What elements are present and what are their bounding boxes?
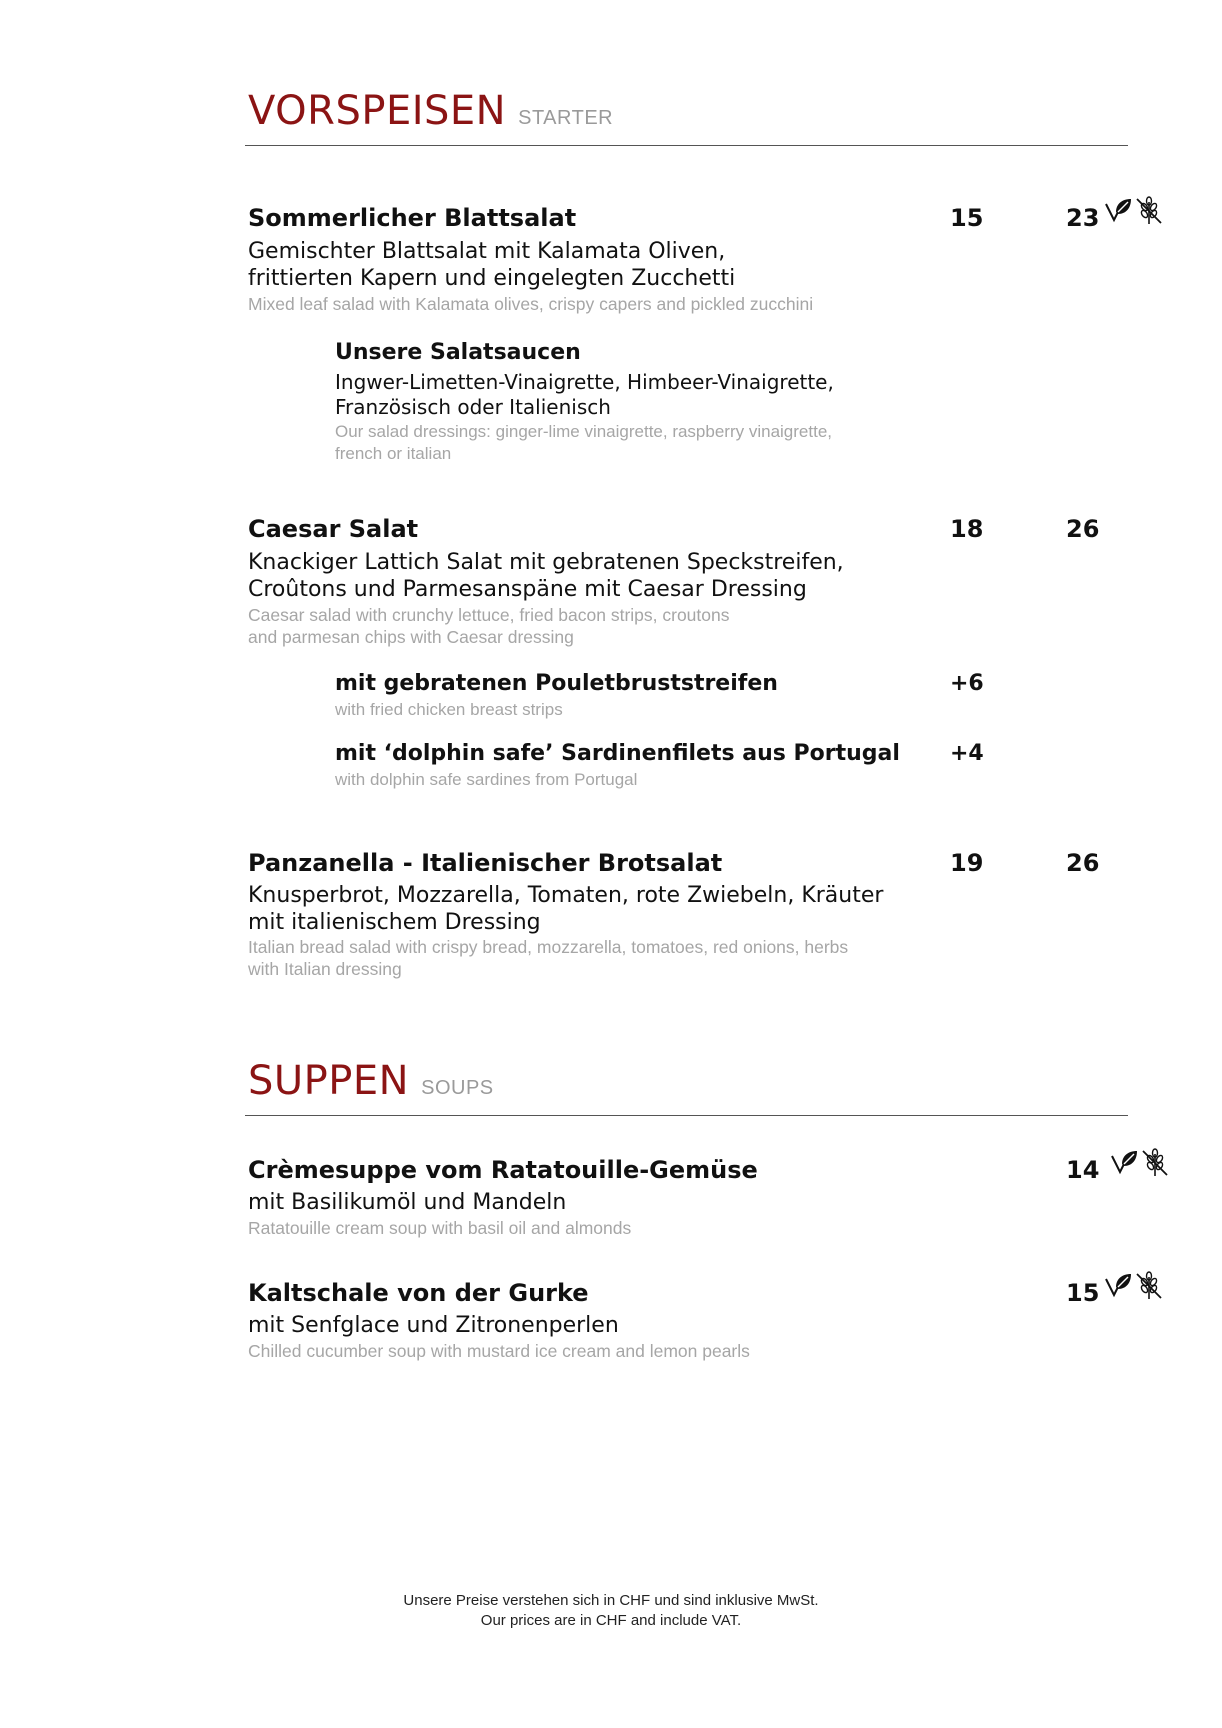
addon-title: mit ‘dolphin safe’ Sardinenfilets aus Portugal: [335, 741, 900, 766]
price-small: 19: [950, 849, 984, 877]
price-large: 26: [1066, 515, 1100, 543]
gluten-free-icon: [1134, 1271, 1164, 1301]
item-title: Caesar Salat: [248, 515, 419, 543]
dressings-english-line2: french or italian: [335, 444, 452, 463]
item-desc-line2: Croûtons und Parmesanspäne mit Caesar Dressing: [248, 577, 807, 602]
section-header-soups: [248, 1058, 494, 1104]
section-divider: [245, 1115, 1128, 1116]
item-desc-line2: frittierten Kapern und eingelegten Zucchetti: [248, 266, 736, 291]
diet-icons: [1104, 1271, 1164, 1301]
dressings-title: Unsere Salatsaucen: [335, 340, 581, 365]
price: 14: [1066, 1156, 1100, 1184]
item-english-line1: Italian bread salad with crispy bread, mozzarella, tomatoes, red onions, herbs: [248, 937, 849, 957]
item-desc-line1: mit Senfglace und Zitronenperlen: [248, 1313, 619, 1338]
addon-english: with dolphin safe sardines from Portugal: [335, 770, 638, 789]
footer-line-en: Our prices are in CHF and include VAT.: [480, 1612, 742, 1629]
item-title: Sommerlicher Blattsalat: [248, 204, 577, 232]
section-title: SUPPEN: [248, 1058, 410, 1104]
price-large: 23: [1066, 204, 1100, 232]
item-english: Chilled cucumber soup with mustard ice cream and lemon pearls: [248, 1341, 750, 1361]
section-header-starter: [248, 88, 613, 134]
price-large: 26: [1066, 849, 1100, 877]
dressings-desc-line2: Französisch oder Italienisch: [335, 395, 611, 419]
section-divider: [245, 145, 1128, 146]
item-english: Mixed leaf salad with Kalamata olives, crispy capers and pickled zucchini: [248, 294, 814, 314]
item-english-line2: with Italian dressing: [248, 959, 402, 979]
item-desc-line1: mit Basilikumöl und Mandeln: [248, 1190, 567, 1215]
footer-note: [0, 1591, 1222, 1631]
item-title: Panzanella - Italienischer Brotsalat: [248, 849, 723, 877]
diet-icons: [1110, 1148, 1170, 1178]
section-subtitle: STARTER: [518, 107, 614, 129]
addon-title: mit gebratenen Pouletbruststreifen: [335, 671, 778, 696]
item-desc-line1: Knackiger Lattich Salat mit gebratenen Speckstreifen,: [248, 550, 844, 575]
price-small: 18: [950, 515, 984, 543]
vegetarian-leaf-icon: [1104, 1271, 1134, 1301]
item-desc-line2: mit italienischem Dressing: [248, 910, 541, 935]
price: 15: [1066, 1279, 1100, 1307]
item-english: Ratatouille cream soup with basil oil and almonds: [248, 1218, 632, 1238]
dressings-desc-line1: Ingwer-Limetten-Vinaigrette, Himbeer-Vinaigrette,: [335, 370, 834, 394]
dressings-english-line1: Our salad dressings: ginger-lime vinaigrette, raspberry vinaigrette,: [335, 422, 833, 441]
item-title: Kaltschale von der Gurke: [248, 1279, 589, 1307]
item-title: Crèmesuppe vom Ratatouille-Gemüse: [248, 1156, 758, 1184]
item-desc-line1: Knusperbrot, Mozzarella, Tomaten, rote Zwiebeln, Kräuter: [248, 883, 884, 908]
gluten-free-icon: [1134, 196, 1164, 226]
price-small: 15: [950, 204, 984, 232]
vegetarian-leaf-icon: [1110, 1148, 1140, 1178]
item-english-line1: Caesar salad with crunchy lettuce, fried bacon strips, croutons: [248, 605, 730, 625]
item-english-line2: and parmesan chips with Caesar dressing: [248, 627, 574, 647]
footer-line-de: Unsere Preise verstehen sich in CHF und sind inklusive MwSt.: [403, 1592, 819, 1609]
gluten-free-icon: [1140, 1148, 1170, 1178]
addon-price: +6: [950, 671, 984, 696]
addon-price: +4: [950, 741, 984, 766]
section-subtitle: SOUPS: [421, 1077, 494, 1099]
item-desc-line1: Gemischter Blattsalat mit Kalamata Oliven,: [248, 239, 726, 264]
addon-english: with fried chicken breast strips: [335, 700, 563, 719]
vegetarian-leaf-icon: [1104, 196, 1134, 226]
diet-icons: [1104, 196, 1164, 226]
section-title: VORSPEISEN: [248, 88, 507, 134]
